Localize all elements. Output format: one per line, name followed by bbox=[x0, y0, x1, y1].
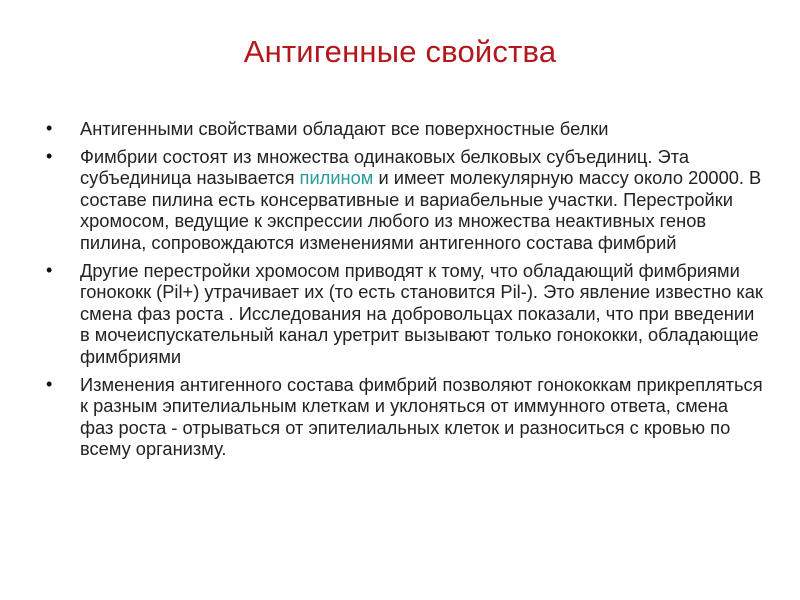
bullet-marker-icon: • bbox=[46, 145, 53, 166]
bullet-marker-icon: • bbox=[46, 373, 53, 394]
bullet-text-end: и имеет молекулярную массу около 20000. В составе пилина есть консервативные и вариабельные участки. Перестройки хромосом, ведущие к экспрессии любого из множества неактивных генов пилина, сопровождаются изменениями антигенного состава фимбрий bbox=[80, 167, 762, 253]
slide-title: Антигенные свойства bbox=[243, 34, 557, 69]
bullet-text: Изменения антигенного состава фимбрий позволяют гонококкам прикрепляться к разным эпителиальным клеткам и уклоняться от иммунного ответа, смена фаз роста - отрываться от эпителиальных клеток и разноситься с кровью по всему организму. bbox=[80, 373, 763, 460]
bullet-item-3 bbox=[46, 260, 766, 368]
bullet-text: Другие перестройки хромосом приводят к тому, что обладающий фимбриями гонококк (Pil+) утрачивает их (то есть становится Pil-). Это явление известно как смена фаз роста . Исследования на добровольцах показали, что при введении в мочеиспускательный канал уретрит вызывают только гонококки, обладающие фимбриями bbox=[80, 259, 763, 367]
highlighted-term: пилином bbox=[299, 167, 374, 189]
bullet-item-4 bbox=[46, 374, 766, 460]
bullet-text: Антигенными свойствами обладают все поверхностные белки bbox=[80, 118, 609, 139]
bullet-item-2 bbox=[46, 146, 766, 254]
bullet-list bbox=[46, 118, 766, 466]
bullet-marker-icon: • bbox=[46, 118, 53, 138]
bullet-item-1 bbox=[46, 118, 766, 140]
bullet-text-start: Фимбрии состоят из множества одинаковых белковых субъединиц. Эта субъединица называется bbox=[80, 145, 690, 189]
bullet-marker-icon: • bbox=[46, 259, 53, 280]
